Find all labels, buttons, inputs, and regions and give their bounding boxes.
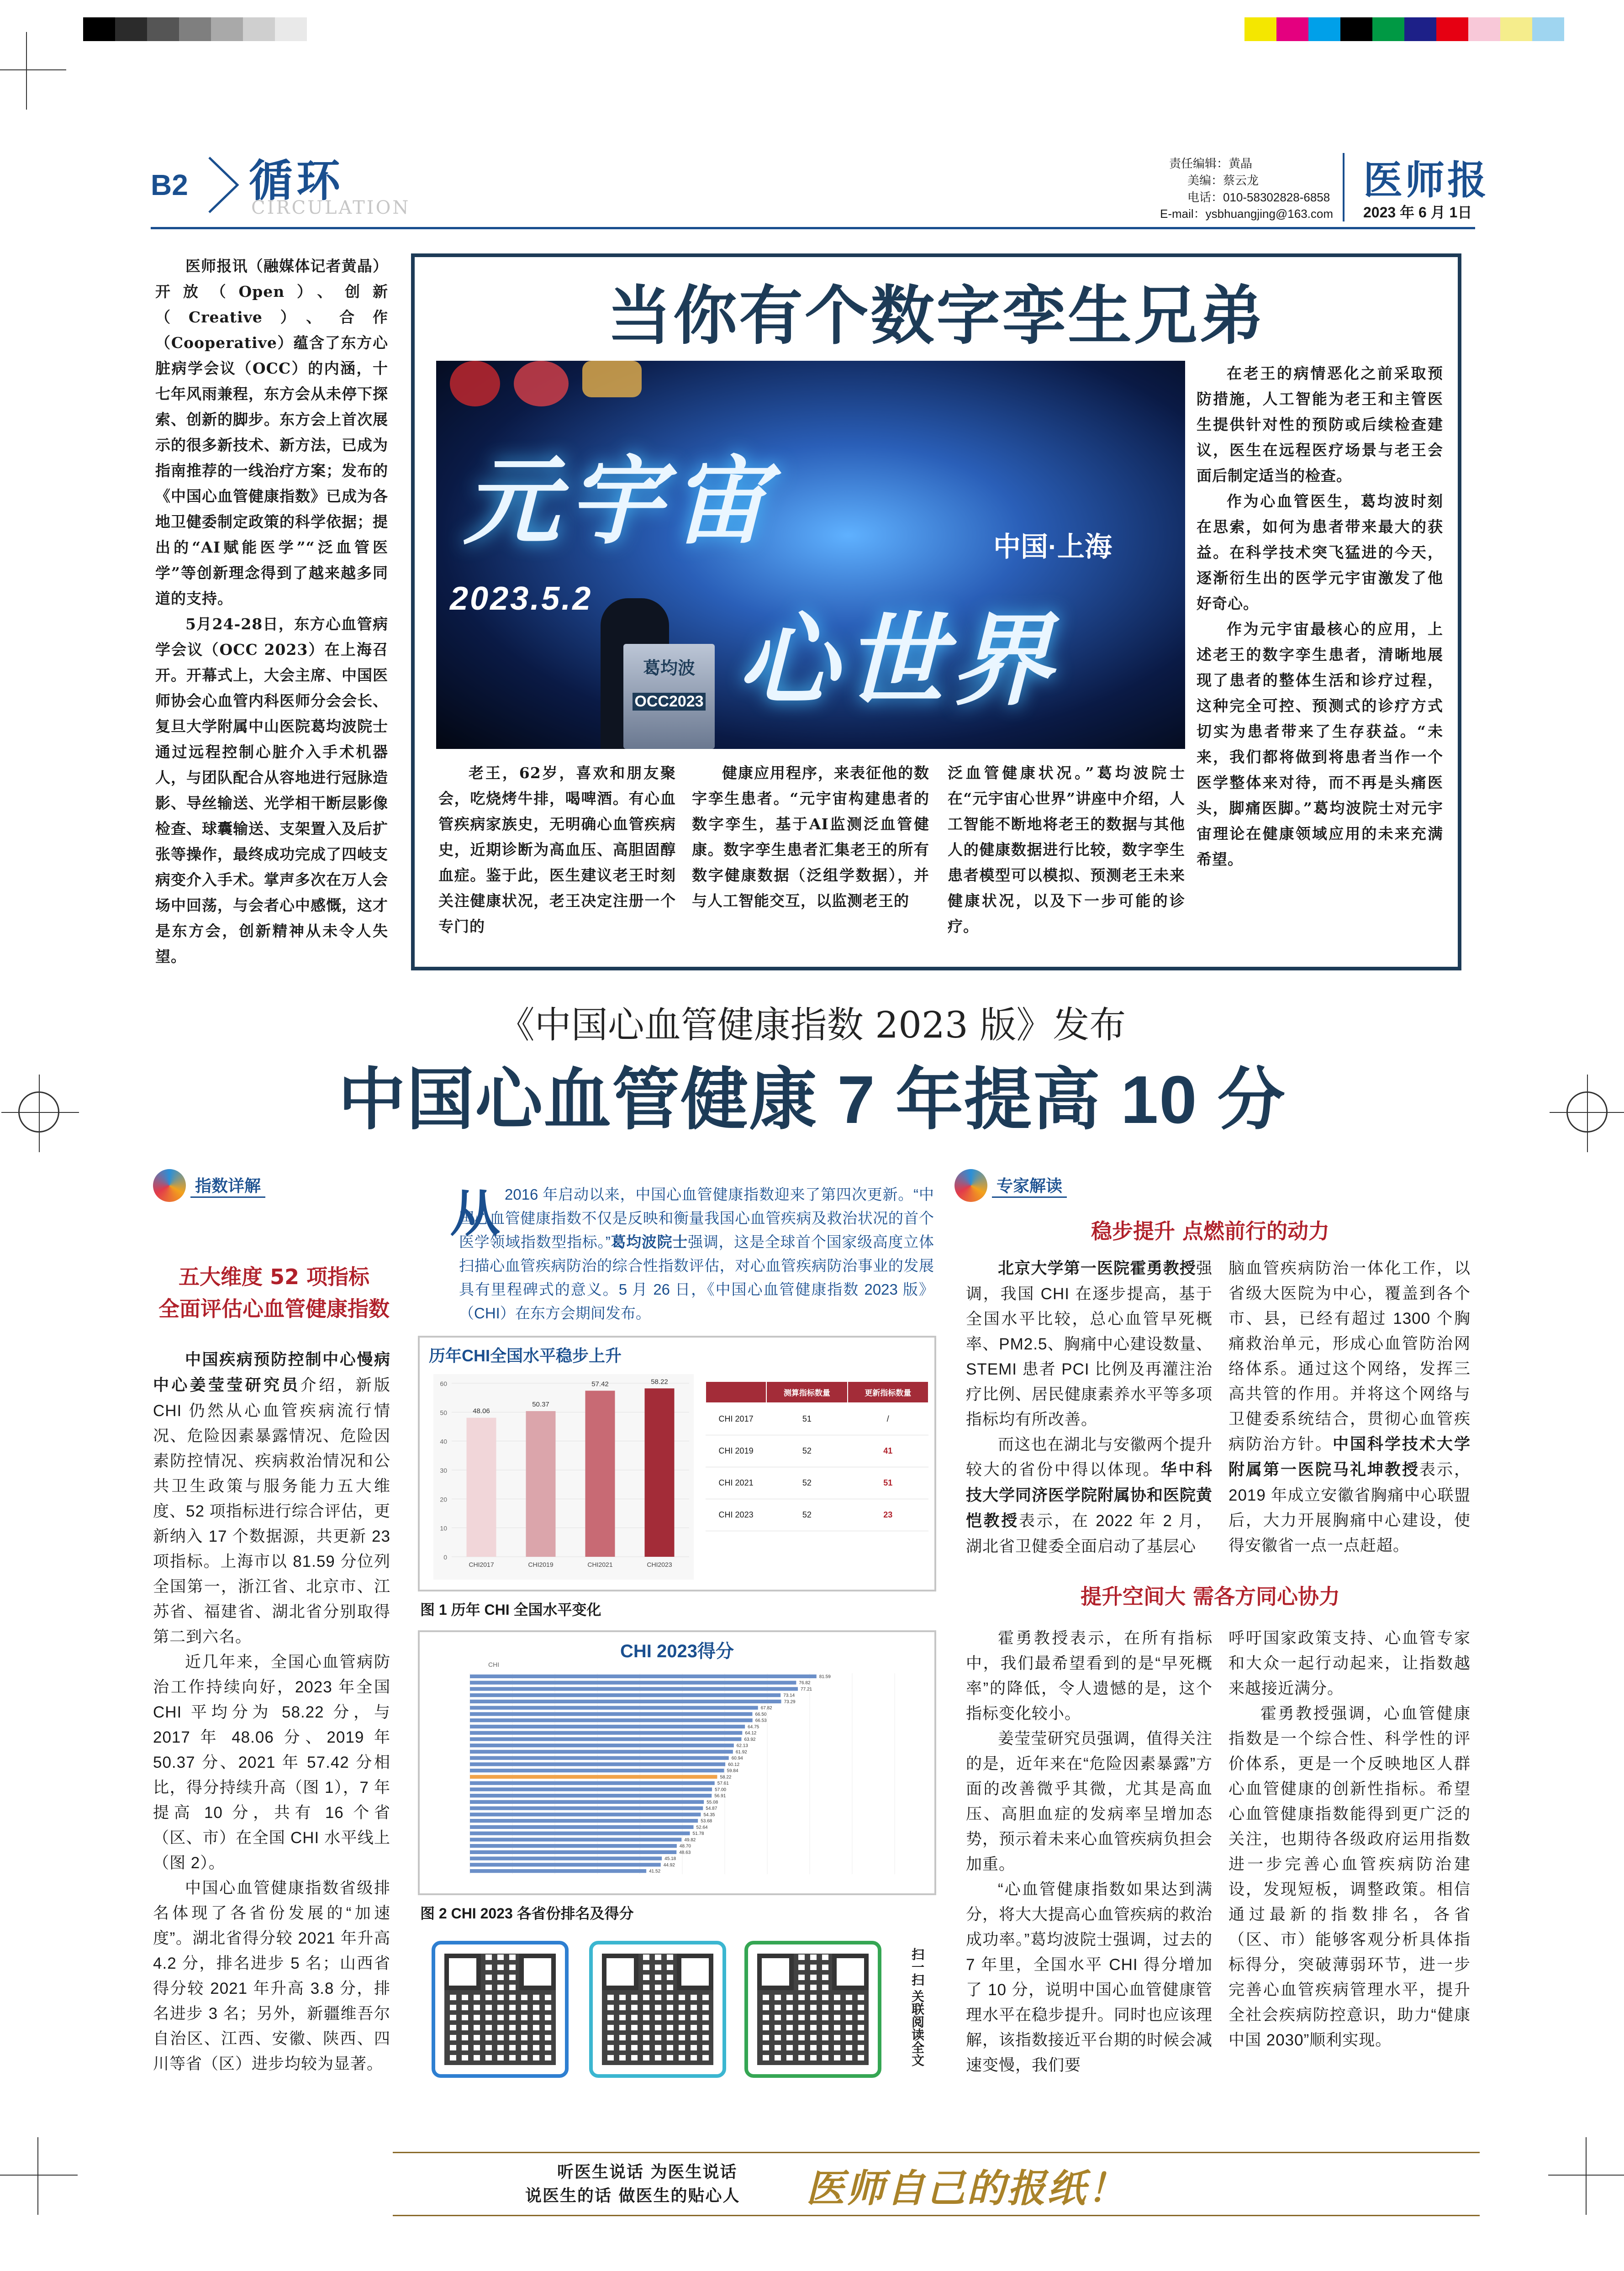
top-story-right-column: [1197, 361, 1443, 872]
data-label: 76.82: [799, 1681, 811, 1686]
issue-date: 2023 年 6 月 1日: [1363, 204, 1472, 221]
color-swatch: [275, 17, 307, 41]
bar: [470, 1756, 729, 1760]
lead-dropcap: 从: [450, 1186, 500, 1242]
y-tick-label: 40: [440, 1438, 447, 1445]
tag-right: [954, 1169, 1067, 1202]
data-label: 57.61: [717, 1781, 729, 1786]
bar: [470, 1725, 745, 1728]
bar: [470, 1762, 725, 1766]
data-label: 63.92: [744, 1737, 756, 1742]
bold-run: 医师报讯（融媒体记者黄晶）: [185, 257, 388, 275]
bar: [470, 1807, 703, 1810]
top-story-bottom-col3: 泛血管健康状况。”葛均波院士在“元宇宙心世界”讲座中介绍，人工智能不断地将老王的数据与其他人的健康数据进行比较，数字孪生患者模型可以模拟、预测老王未来健康状况，以及下一步可能的诊疗。: [948, 764, 1185, 935]
bar: [470, 1825, 694, 1829]
bar: [470, 1869, 646, 1873]
bar: [470, 1838, 681, 1841]
bar: [470, 1693, 780, 1697]
data-label: 48.70: [679, 1844, 691, 1849]
bar: [526, 1411, 556, 1557]
table-header: [706, 1381, 766, 1403]
bar: [470, 1863, 661, 1866]
y-tick-label: 30: [440, 1467, 447, 1474]
data-label: 41.52: [649, 1869, 661, 1874]
data-label: 49.82: [684, 1837, 696, 1843]
data-label: 62.13: [736, 1743, 748, 1749]
paragraph: [153, 1347, 390, 1649]
figure-2: [418, 1630, 936, 1895]
fig1-data-table: [705, 1381, 929, 1531]
tag-left: [153, 1169, 265, 1202]
data-label: 45.18: [664, 1856, 676, 1862]
color-bar-left: [83, 17, 307, 41]
paragraph: [966, 1877, 1213, 2078]
right-b-col1: [966, 1626, 1213, 2078]
lead-text: 2016 年启动以来，中国心血管健康指数迎来了第四次更新。“中国心血管健康指数不仅是反映和衡量我国心血管疾病及救治状况的首个医学领域指数型指标。”: [459, 1186, 934, 1250]
bar: [470, 1787, 712, 1791]
phone: 电话：010-58302828-6858: [1187, 190, 1330, 204]
header-rule: [151, 227, 1475, 229]
bar: [470, 1844, 677, 1848]
text-run: 5月24-28日，东方心血管病学会议（OCC 2023）在上海召开。开幕式上，: [155, 615, 388, 684]
paragraph: [1229, 1701, 1471, 2053]
footer-slogan: 医师自己的报纸！: [806, 2166, 1128, 2211]
lead-tail: 强调，这是全球首个国家级高度立体扫描心血管疾病防治的综合性指数评估，对心血管疾病防治事业的发展具有里程碑式的意义。5 月 26 日，《中国心血管健康指数 2023 版》（CHI）在东方会期间发布。: [459, 1233, 934, 1322]
photo-date: 2023.5.2: [450, 580, 593, 617]
color-swatch: [147, 17, 179, 41]
event-photo: [436, 361, 1185, 749]
table-header: 更新指标数量: [848, 1381, 928, 1403]
bar: [470, 1800, 704, 1804]
data-label: 57.42: [591, 1380, 609, 1388]
top-story-bottom-col2: 健康应用程序，来表征他的数字孪生患者。“元宇宙构建患者的数字孪生，基于AI监测泛血管健康。数字孪生患者汇集老王的所有数字健康数据（泛组学数据），并与人工智能交互，以监测老王的: [692, 764, 929, 910]
text-run: 中国心血管健康指数省级排名体现了各省份发展的“加速度”。湖北省得分较 2021 年升高 4.2 分，排名进步 5 名；山西省得分较 2021 年升高 3.8 分，排名进步 3 名；另外，新疆维吾尔自治区、江西、安徽、陕西、四川等省（区）进步均较为显著。: [153, 1879, 390, 2073]
data-label: 64.12: [745, 1731, 757, 1736]
qr-code-2[interactable]: [589, 1941, 726, 2078]
registration-mark: [18, 2155, 59, 2197]
data-label: 77.21: [801, 1686, 812, 1692]
main-headline: 中国心血管健康 7 年提高 10 分: [338, 1062, 1286, 1138]
left-subhead-1: 五大维度 52 项指标: [178, 1265, 370, 1289]
paragraph: 作为元宇宙最核心的应用，上述老王的数字孪生患者，清晰地展现了患者的整体生活和诊疗过程，这种完全可控、预测式的诊疗方式切实为患者带来了生存获益。“未来，我们都将做到将患者当作一个医学整体来对待，而不再是头痛医头，脚痛医脚。”葛均波院士对元宇宙理论在健康领域应用的未来充满希望。: [1197, 620, 1443, 868]
color-swatch: [243, 17, 275, 41]
bar: [470, 1700, 781, 1703]
paragraph: [966, 1432, 1213, 1559]
chevron-icon: [206, 155, 242, 215]
lead-paragraph: [459, 1183, 934, 1325]
table-cell: 52: [766, 1435, 847, 1467]
color-bar-right: [1244, 17, 1564, 41]
designer-credit: 美编：蔡云龙: [1187, 174, 1259, 187]
data-label: 52.64: [696, 1825, 708, 1830]
bar: [470, 1794, 712, 1797]
data-label: 60.12: [728, 1762, 740, 1767]
text-run: 介绍，新版 CHI 仍然从心血管疾病流行情况、危险因素暴露情况、危险因素防控情况、疾病救治情况和公共卫生政策与服务能力五大维度、52 项指标进行综合评估，更新纳入 17 个数据源，共更新 23 项指标。上海市以 81.59 分位列全国第一，浙江省、北京市、江苏省、福建省、湖北省分别取得第二到六名。: [153, 1376, 390, 1646]
table-row: [706, 1403, 928, 1435]
color-swatch: [1436, 17, 1468, 41]
bar: [585, 1391, 615, 1557]
text-run: 表示，在 2022 年 2 月，湖北省卫健委全面启动了基层心: [966, 1512, 1213, 1555]
tag-logo-icon: [153, 1169, 186, 1202]
tag-left-label: 指数详解: [190, 1173, 265, 1198]
fig1-chart: [424, 1370, 698, 1584]
legend-label: CHI: [488, 1661, 500, 1668]
paragraph: 在老王的病情恶化之前采取预防措施，人工智能为老王和主管医生提供针对性的预防或后续检查建议，医生在远程医疗场景与老王会面后制定适当的检查。: [1197, 364, 1443, 485]
bold-run: 华中科技大学同济医学院附属协和医院黄恺教授: [966, 1461, 1213, 1530]
text-run: 通过远程控制心脏介入手术机器人，与团队配合从容地进行冠脉造影、导丝输送、光学相干断层影像检查、球囊输送、支架置入及后扩张等操作，最终成功完成了四岐支病变介入手术。掌声多次在万人会场中回荡，与会者心中感慨，这才是东方会，创新精神从未令人失望。: [155, 743, 388, 965]
footer-rule-bottom: [393, 2215, 1480, 2216]
y-tick-label: 50: [440, 1409, 447, 1417]
top-story-headline: 当你有个数字孪生兄弟: [607, 280, 1265, 352]
data-label: 58.22: [651, 1378, 668, 1386]
lead-bold: 葛均波院士: [610, 1233, 688, 1250]
podium: [623, 644, 715, 749]
bar: [470, 1675, 817, 1678]
figure-1: [418, 1336, 936, 1591]
color-swatch: [1340, 17, 1372, 41]
data-label: 53.68: [701, 1818, 712, 1824]
paragraph: [153, 1876, 390, 2076]
data-label: 48.63: [679, 1850, 691, 1855]
email: E-mail：ysbhuangjing@163.com: [1160, 207, 1334, 221]
main-left-column: [153, 1347, 390, 2076]
footer-line2: 说医生的话 做医生的贴心人: [525, 2186, 740, 2205]
data-label: 54.87: [706, 1806, 717, 1812]
bar: [467, 1418, 496, 1557]
text-run: 表示，2019 年成立安徽省胸痛中心联盟后，大力开展胸痛中心建设，使得安徽省一点一点赶超。: [1229, 1461, 1471, 1554]
text-run: 强调，我国 CHI 在逐步提高，基于全国水平比较，总心血管早死概率、PM2.5、胸痛中心建设数量、STEMI 患者 PCI 比例及再灌注治疗比例、居民健康素养水平等多项指标均有所改善。: [966, 1259, 1213, 1428]
color-swatch: [115, 17, 147, 41]
data-label: 60.94: [731, 1756, 743, 1761]
text-run: 姜莹莹研究员强调，值得关注的是，近年来在“危险因素暴露”方面的改善微乎其微，尤其是高血压、高胆血症的发病率呈增加态势，预示着未来心血管疾病负担会加重。: [966, 1730, 1213, 1873]
photo-loc: 中国·上海: [993, 532, 1112, 562]
data-label: 44.92: [663, 1862, 675, 1868]
photo-logos: [450, 361, 642, 406]
text-run: “心血管健康指数如果达到满分，将大大提高心血管疾病的救治成功率。”葛均波院士强调，过去的 7 年里，全国水平 CHI 得分增加了 10 分，说明中国心血管健康管理水平在稳步提升。同时也应该理解，该指数接近平台期的时候会减速变慢，我们要: [966, 1881, 1213, 2074]
color-swatch: [211, 17, 243, 41]
table-cell: 52: [766, 1499, 847, 1531]
bold-run: 中国科学技术大学附属第一医院马礼坤教授: [1229, 1435, 1471, 1479]
paragraph: [155, 253, 388, 611]
footer-line1: 听医生说话 为医生说话: [557, 2162, 738, 2181]
bar: [470, 1744, 734, 1747]
bar: [470, 1775, 717, 1779]
bar: [470, 1731, 742, 1735]
section-title: 循环: [249, 157, 344, 205]
paragraph: 作为心血管医生，葛均波时刻在思索，如何为患者带来最大的获益。在科学技术突飞猛进的今天，逐渐衍生出的医学元宇宙激发了他好奇心。: [1197, 492, 1443, 612]
bar: [645, 1388, 675, 1557]
right-subhead-1: 稳步提升 点燃前行的动力: [1091, 1219, 1329, 1244]
table-cell: 51: [848, 1467, 928, 1499]
y-tick-label: 10: [440, 1524, 447, 1532]
y-tick-label: 20: [440, 1496, 447, 1503]
bar: [470, 1706, 758, 1710]
x-tick-label: CHI2021: [587, 1561, 613, 1568]
top-story-left-column: [155, 253, 388, 970]
table-cell: CHI 2019: [706, 1435, 766, 1467]
data-label: 66.50: [755, 1712, 767, 1717]
paper-name: 医师报: [1363, 158, 1489, 202]
main-kicker: 《中国心血管健康指数 2023 版》发布: [498, 1004, 1126, 1046]
data-label: 50.37: [532, 1400, 549, 1408]
paragraph: [1229, 1256, 1471, 1558]
data-label: 73.29: [784, 1699, 796, 1705]
scan-text: 扫一扫 关联阅读全文: [910, 1948, 924, 2066]
paragraph: [966, 1626, 1213, 1726]
x-tick-label: CHI2017: [469, 1561, 494, 1568]
text-run: 霍勇教授表示，在所有指标中，我们最希望看到的是“早死概率”的降低，令人遗憾的是，这个指标变化较小。: [966, 1629, 1213, 1723]
data-label: 51.78: [692, 1831, 704, 1837]
table-cell: /: [848, 1403, 928, 1435]
data-label: 64.75: [748, 1724, 759, 1730]
data-label: 59.84: [727, 1768, 738, 1774]
bar: [470, 1718, 753, 1722]
data-label: 55.08: [707, 1800, 718, 1805]
fig2-caption: 图 2 CHI 2023 各省份排名及得分: [420, 1905, 634, 1922]
table-cell: 23: [848, 1499, 928, 1531]
text-run: 开放（Open）、创新（Creative）、合作（Cooperative）蕴含了东方心脏病学会议（OCC）的内涵，十七年风雨兼程，东方会从未停下探索、创新的脚步。东方会上首次展示的很多新技术、新方法，已成为指南推荐的一线治疗方案；发布的《中国心血管健康指数》已成为各地卫健委制定政策的科学依据；提出的“AI赋能医学”“泛血管医学”等创新理念得到了越来越多同道的支持。: [155, 283, 388, 607]
bar: [470, 1781, 715, 1785]
right-a-col1: [966, 1256, 1213, 1559]
paragraph: [153, 1649, 390, 1876]
table-header: 测算指标数量: [766, 1381, 847, 1403]
data-label: 61.92: [735, 1749, 747, 1755]
fig1-caption: 图 1 历年 CHI 全国水平变化: [420, 1602, 601, 1618]
registration-mark: [7, 50, 48, 91]
data-label: 73.14: [783, 1693, 795, 1698]
data-label: 56.91: [714, 1793, 726, 1799]
tag-logo-icon: [954, 1169, 987, 1202]
bar: [470, 1819, 698, 1823]
qr-code-3[interactable]: [744, 1941, 881, 2078]
editor-credit: 责任编辑：黄晶: [1169, 157, 1253, 170]
paragraph: [1229, 1626, 1471, 1701]
table-cell: CHI 2023: [706, 1499, 766, 1531]
paragraph: [966, 1726, 1213, 1877]
page-label: B2: [151, 169, 188, 201]
table-row: [706, 1435, 928, 1467]
bar: [470, 1712, 752, 1716]
paragraph: [155, 611, 388, 970]
table-cell: 41: [848, 1435, 928, 1467]
color-swatch: [1372, 17, 1404, 41]
data-label: 48.06: [473, 1407, 490, 1415]
tag-right-label: 专家解读: [992, 1173, 1067, 1198]
data-label: 58.22: [720, 1775, 732, 1780]
table-cell: 51: [766, 1403, 847, 1435]
fig1-table: [705, 1381, 929, 1531]
data-label: 57.00: [715, 1787, 727, 1792]
fig2-title: CHI 2023得分: [620, 1641, 734, 1661]
qr-code-1[interactable]: [432, 1941, 569, 2078]
bold-run: 大会主席、中国医师协会心血管内科医师分会会长、复旦大学附属中山医院葛均波院士: [155, 666, 388, 735]
section-title-en: CIRCULATION: [251, 197, 411, 218]
photo-big-text-bottom: 心世界: [738, 605, 1059, 717]
color-swatch: [1532, 17, 1564, 41]
color-swatch: [83, 17, 115, 41]
right-b-col2: [1229, 1626, 1471, 2053]
podium-logo: OCC2023: [633, 693, 706, 711]
color-swatch: [1468, 17, 1500, 41]
text-run: 霍勇教授强调，心血管健康指数是一个综合性、科学性的评价体系，更是一个反映地区人群心血管健康的创新性指标。希望心血管健康指数能得到更广泛的关注，也期待各级政府运用指数进一步完善心血管疾病防治建设，发现短板，调整政策。相信通过最新的指数排名，各省（区、市）能够客观分析具体指标得分，突破薄弱环节，进一步完善心血管疾病管理水平，提升全社会疾病防控意识，助力“健康中国 2030”顺利实现。: [1229, 1705, 1471, 2049]
bold-run: 中国疾病预防控制中心慢病中心姜莹莹研究员: [153, 1351, 390, 1395]
bold-run: 北京大学第一医院霍勇教授: [998, 1259, 1196, 1278]
color-swatch: [1500, 17, 1532, 41]
table-cell: CHI 2017: [706, 1403, 766, 1435]
table-cell: CHI 2021: [706, 1467, 766, 1499]
fig2-chart: [429, 1660, 927, 1888]
bar: [470, 1857, 662, 1860]
photo-big-text-top: 元宇宙: [464, 448, 776, 555]
bar: [470, 1850, 676, 1854]
table-cell: 52: [766, 1467, 847, 1499]
top-story-bottom-col1: 老王，62岁，喜欢和朋友聚会，吃烧烤牛排，喝啤酒。有心血管疾病家族史，无明确心血管疾病史，近期诊断为高血压、高胆固醇血症。鉴于此，医生建议老王时刻关注健康状况，老王决定注册一个专门的: [438, 764, 676, 935]
bar: [470, 1737, 741, 1741]
text-run: 呼吁国家政策支持、心血管专家和大众一起行动起来，让指数越来越接近满分。: [1229, 1629, 1471, 1697]
podium-name: 葛均波: [643, 659, 695, 678]
bar: [470, 1813, 701, 1816]
text-run: 而这也在湖北与安徽两个提升较大的省份中得以体现。: [966, 1436, 1213, 1479]
header-divider: [1343, 153, 1345, 221]
data-label: 67.82: [760, 1706, 772, 1711]
bar: [470, 1750, 733, 1754]
text-run: 近几年来，全国心血管病防治工作持续向好，2023 年全国 CHI 平均分为 58.22 分，与 2017 年 48.06 分、2019 年 50.37 分、2021 年 57.42 分相比，得分持续升高（图 1），7 年提高 10 分，共有 16 个省（区、市）在全国 CHI 水平线上（图 2）。: [153, 1653, 390, 1872]
data-label: 81.59: [819, 1674, 831, 1680]
color-swatch: [179, 17, 211, 41]
y-tick-label: 0: [443, 1554, 447, 1561]
registration-mark: [1566, 2155, 1608, 2197]
data-label: 66.53: [755, 1718, 767, 1723]
table-row: [706, 1467, 928, 1499]
x-tick-label: CHI2023: [647, 1561, 672, 1568]
bar: [470, 1687, 798, 1691]
color-swatch: [1244, 17, 1276, 41]
bar: [470, 1832, 690, 1835]
fig1-title: 历年CHI全国水平稳步上升: [429, 1346, 622, 1365]
y-tick-label: 60: [440, 1380, 447, 1387]
left-subhead-2: 全面评估心血管健康指数: [158, 1296, 390, 1321]
bar: [470, 1769, 724, 1772]
color-swatch: [1308, 17, 1340, 41]
color-swatch: [1404, 17, 1436, 41]
bar: [470, 1681, 796, 1685]
footer-rule: [393, 2152, 1480, 2153]
right-subhead-2: 提升空间大 需各方同心协力: [1080, 1584, 1340, 1609]
right-a-col2: [1229, 1256, 1471, 1558]
table-row: [706, 1499, 928, 1531]
paragraph: [966, 1256, 1213, 1432]
x-tick-label: CHI2019: [528, 1561, 554, 1568]
color-swatch: [1276, 17, 1308, 41]
data-label: 54.35: [703, 1812, 715, 1818]
text-run: 脑血管疾病防治一体化工作，以省级大医院为中心，覆盖到各个市、县，已经有超过 1300 个胸痛救治单元，形成心血管防治网络体系。通过这个网络，发挥三高共管的作用。并将这个网络与卫健委系统结合，贯彻心血管疾病防治方针。: [1229, 1259, 1471, 1453]
